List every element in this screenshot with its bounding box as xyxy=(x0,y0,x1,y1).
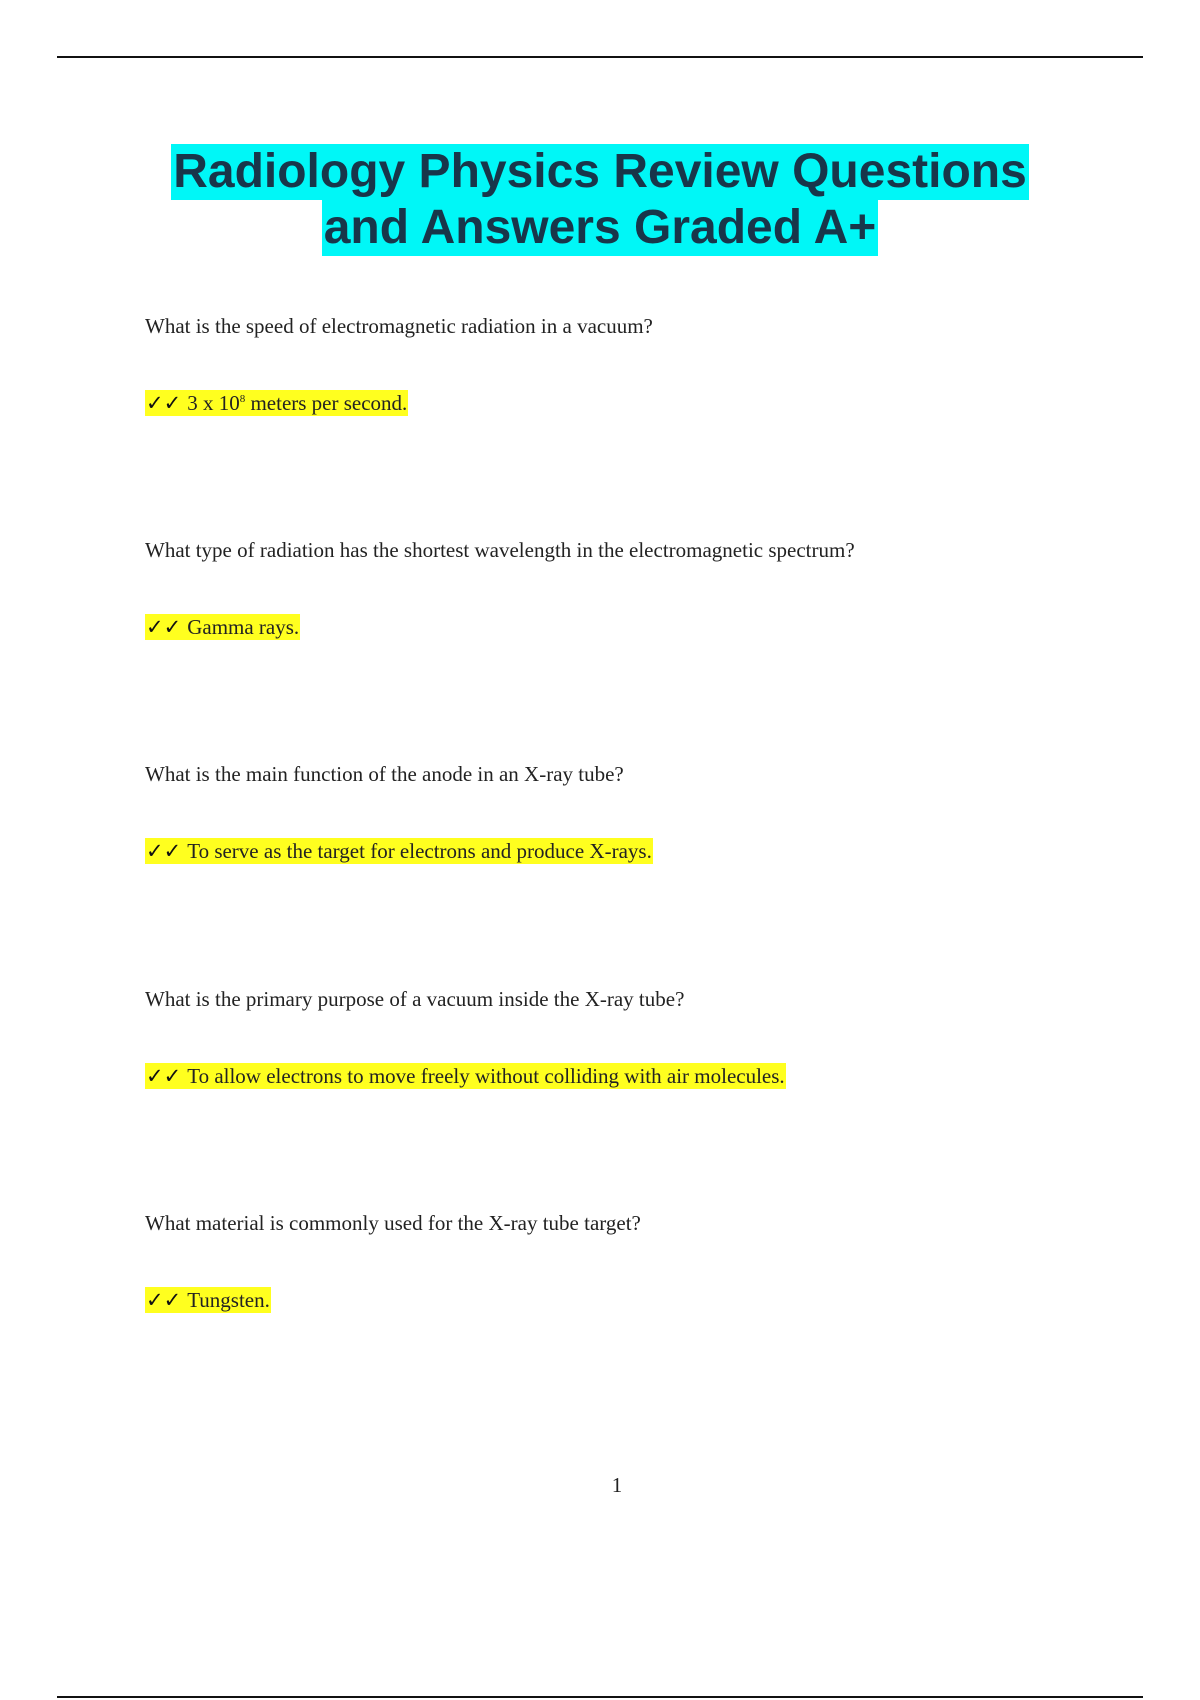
double-check-icon: ✓✓ xyxy=(146,1288,182,1312)
answer-text: Tungsten. xyxy=(187,1288,270,1312)
qa-item-1 xyxy=(145,313,1145,416)
title-line-2: and Answers Graded A+ xyxy=(323,201,877,254)
top-rule xyxy=(57,56,1143,58)
answer-row xyxy=(145,1287,1145,1313)
answer-exponent: 8 xyxy=(239,393,246,405)
answer-row xyxy=(145,390,1145,416)
answer-text-suffix: meters per second. xyxy=(245,391,408,415)
page-number: 1 xyxy=(611,1473,623,1497)
qa-item-3 xyxy=(145,761,1145,864)
answer-highlight xyxy=(145,614,300,640)
answer-highlight xyxy=(145,1063,786,1089)
answer-highlight xyxy=(145,838,653,864)
question-text: What is the main function of the anode in an X-ray tube? xyxy=(145,762,624,786)
question-text: What material is commonly used for the X-ray tube target? xyxy=(145,1211,641,1235)
answer-text: To serve as the target for electrons and produce X-rays. xyxy=(187,839,652,863)
double-check-icon: ✓✓ xyxy=(146,615,182,639)
double-check-icon: ✓✓ xyxy=(146,1064,182,1088)
question-text: What type of radiation has the shortest wavelength in the electromagnetic spectrum? xyxy=(145,538,855,562)
bottom-rule xyxy=(57,1696,1143,1698)
answer-row xyxy=(145,614,1145,640)
question-text: What is the speed of electromagnetic radiation in a vacuum? xyxy=(145,314,653,338)
answer-text: Gamma rays. xyxy=(187,615,300,639)
double-check-icon: ✓✓ xyxy=(146,839,182,863)
double-check-icon: ✓✓ xyxy=(146,391,182,415)
title-line-1: Radiology Physics Review Questions xyxy=(173,145,1027,198)
document-title xyxy=(0,144,1200,256)
qa-item-5 xyxy=(145,1210,1145,1313)
answer-row xyxy=(145,1063,1145,1089)
qa-item-4 xyxy=(145,986,1145,1089)
answer-text-prefix: 3 x 10 xyxy=(187,391,240,415)
question-text: What is the primary purpose of a vacuum inside the X-ray tube? xyxy=(145,987,685,1011)
answer-row xyxy=(145,838,1145,864)
answer-highlight xyxy=(145,390,408,416)
qa-item-2 xyxy=(145,537,1145,640)
answer-text: To allow electrons to move freely without colliding with air molecules. xyxy=(187,1064,785,1088)
answer-highlight xyxy=(145,1287,271,1313)
